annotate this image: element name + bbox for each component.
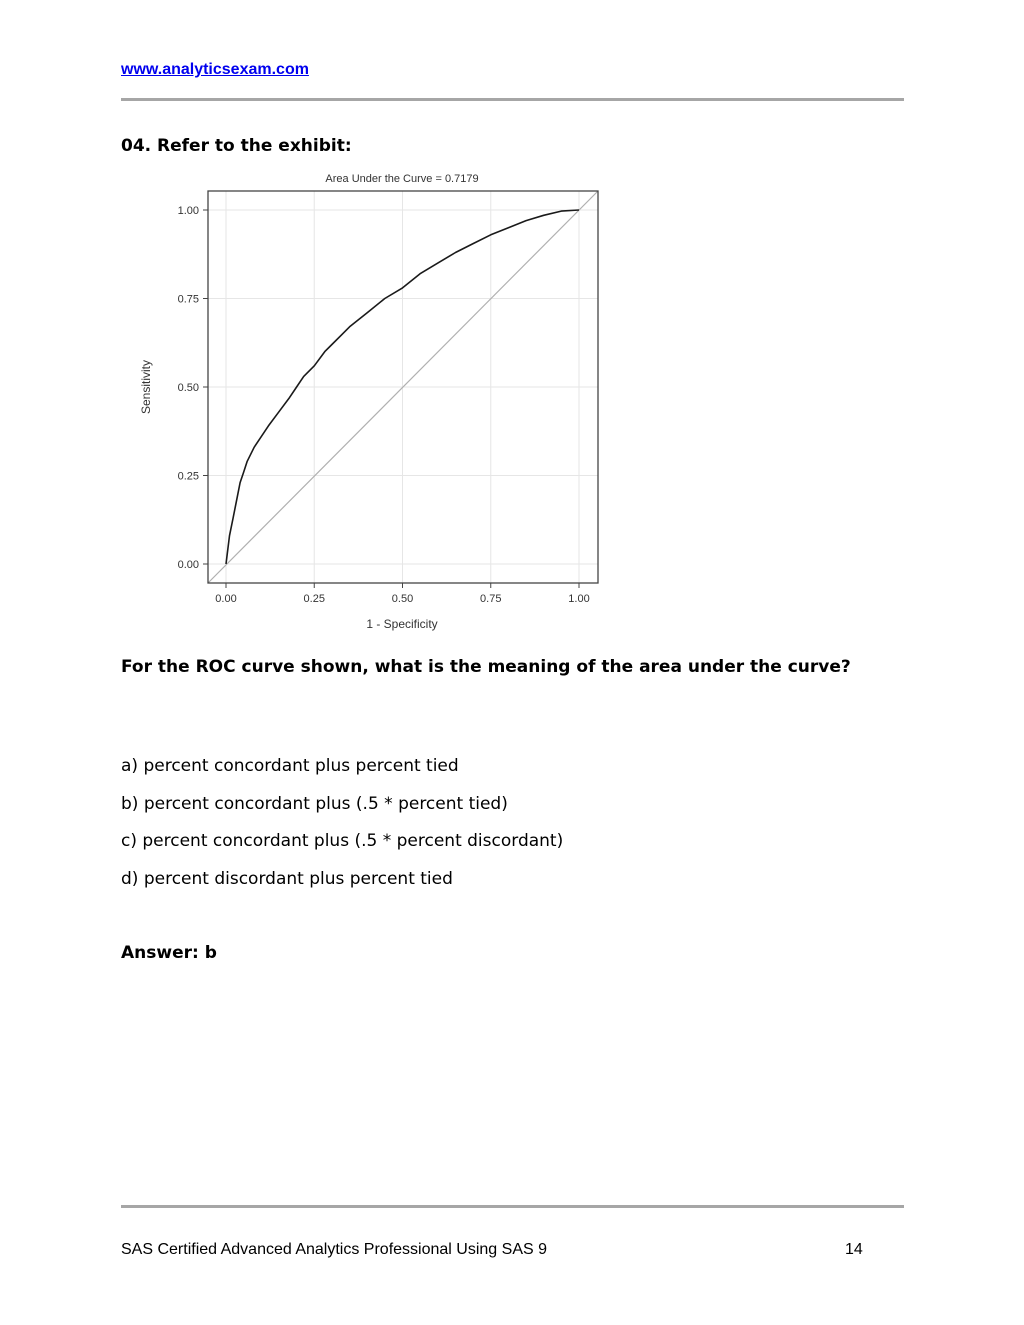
page-number: 14 — [845, 1241, 863, 1258]
chart-title: Area Under the Curve = 0.7179 — [325, 173, 479, 185]
x-axis-label: 1 - Specificity — [366, 617, 438, 631]
y-tick-label: 0.25 — [177, 470, 199, 483]
option-a: a) percent concordant plus percent tied — [121, 756, 459, 776]
option-c: c) percent concordant plus (.5 * percent discordant) — [121, 831, 564, 851]
roc-chart-svg — [130, 165, 610, 640]
footer-divider — [121, 1205, 904, 1208]
y-tick-label: 0.50 — [177, 382, 199, 394]
y-tick-label: 0.00 — [177, 559, 199, 571]
axis-ticks — [178, 205, 590, 605]
y-tick-label: 1.00 — [177, 205, 199, 217]
y-tick-label: 0.75 — [177, 293, 199, 306]
answer-text: Answer: b — [121, 943, 217, 963]
answer-options — [121, 754, 563, 904]
option-d: d) percent discordant plus percent tied — [121, 868, 453, 889]
x-tick-label: 0.50 — [391, 593, 414, 605]
header-divider — [121, 98, 904, 101]
x-tick-label: 0.25 — [303, 593, 325, 605]
x-tick-label: 0.00 — [215, 593, 237, 605]
option-b: b) percent concordant plus (.5 * percent tied) — [121, 793, 508, 814]
site-link[interactable]: www.analyticsexam.com — [121, 61, 309, 78]
x-tick-label: 1.00 — [568, 593, 590, 605]
x-tick-label: 0.75 — [480, 593, 502, 605]
question-number: 04. Refer to the exhibit: — [121, 136, 352, 156]
roc-chart — [130, 165, 610, 640]
footer-title: SAS Certified Advanced Analytics Professional Using SAS 9 — [121, 1241, 547, 1258]
question-text: For the ROC curve shown, what is the meaning of the area under the curve? — [121, 657, 851, 677]
y-axis-label: Sensitivity — [139, 359, 153, 415]
